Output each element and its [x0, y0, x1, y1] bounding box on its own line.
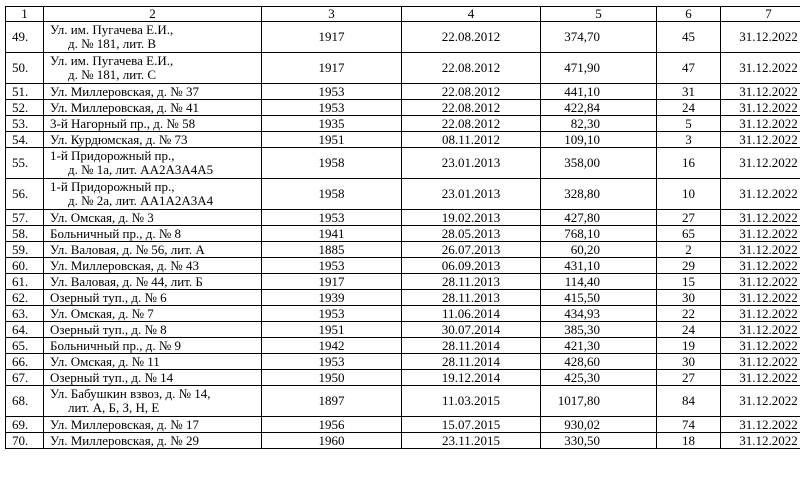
- address-line: Ул. Омская, д. № 11: [50, 353, 160, 369]
- row-number: 69.: [6, 417, 44, 433]
- address-line: Ул. Миллеровская, д. № 41: [50, 99, 199, 115]
- percent-cell: 15: [657, 274, 721, 290]
- end-date-cell: 31.12.2022: [721, 338, 800, 354]
- year-cell: 1917: [262, 22, 402, 53]
- address-cell: [44, 433, 262, 449]
- address-line: Ул. Валовая, д. № 56, лит. А: [50, 241, 205, 257]
- header-cell-2: 2: [44, 7, 262, 22]
- percent-cell: 24: [657, 322, 721, 338]
- year-cell: 1917: [262, 274, 402, 290]
- end-date-cell: 31.12.2022: [721, 53, 800, 84]
- address-cell: [44, 290, 262, 306]
- date-cell: 23.01.2013: [402, 179, 541, 210]
- area-cell: 422,84: [541, 100, 657, 116]
- end-date-cell: 31.12.2022: [721, 417, 800, 433]
- address-line: Ул. Валовая, д. № 44, лит. Б: [50, 273, 203, 289]
- table-row: [6, 306, 800, 322]
- row-number: 70.: [6, 433, 44, 449]
- percent-cell: 31: [657, 84, 721, 100]
- date-cell: 06.09.2013: [402, 258, 541, 274]
- year-cell: 1960: [262, 433, 402, 449]
- address-line: Озерный туп., д. № 14: [50, 369, 174, 385]
- address-cell: [44, 338, 262, 354]
- year-cell: 1941: [262, 226, 402, 242]
- row-number: 52.: [6, 100, 44, 116]
- date-cell: 28.11.2014: [402, 338, 541, 354]
- end-date-cell: 31.12.2022: [721, 22, 800, 53]
- end-date-cell: 31.12.2022: [721, 354, 800, 370]
- address-cell: [44, 148, 262, 179]
- area-cell: 328,80: [541, 179, 657, 210]
- date-cell: 30.07.2014: [402, 322, 541, 338]
- area-cell: 425,30: [541, 370, 657, 386]
- percent-cell: 5: [657, 116, 721, 132]
- date-cell: 19.12.2014: [402, 370, 541, 386]
- address-cell: [44, 210, 262, 226]
- row-number: 55.: [6, 148, 44, 179]
- address-cell: [44, 116, 262, 132]
- table-row: [6, 258, 800, 274]
- date-cell: 22.08.2012: [402, 22, 541, 53]
- area-cell: 471,90: [541, 53, 657, 84]
- address-line: 1-й Придорожный пр.,: [50, 148, 175, 163]
- address-line: Ул. Бабушкин взвоз, д. № 14,: [50, 386, 211, 401]
- year-cell: 1956: [262, 417, 402, 433]
- area-cell: 358,00: [541, 148, 657, 179]
- row-number: 56.: [6, 179, 44, 210]
- address-line: Озерный туп., д. № 8: [50, 321, 167, 337]
- table-row: [6, 179, 800, 210]
- date-cell: 11.03.2015: [402, 386, 541, 417]
- area-cell: 60,20: [541, 242, 657, 258]
- percent-cell: 16: [657, 148, 721, 179]
- address-cell: [44, 84, 262, 100]
- date-cell: 23.01.2013: [402, 148, 541, 179]
- date-cell: 22.08.2012: [402, 100, 541, 116]
- row-number: 63.: [6, 306, 44, 322]
- date-cell: 26.07.2013: [402, 242, 541, 258]
- table-row: [6, 417, 800, 433]
- table-row: [6, 116, 800, 132]
- address-line: Озерный туп., д. № 6: [50, 289, 167, 305]
- date-cell: 23.11.2015: [402, 433, 541, 449]
- address-line: Ул. им. Пугачева Е.И.,: [50, 53, 174, 68]
- address-line: д. № 181, лит. С: [68, 67, 157, 82]
- address-cell: [44, 306, 262, 322]
- table-row: [6, 242, 800, 258]
- percent-cell: 27: [657, 210, 721, 226]
- end-date-cell: 31.12.2022: [721, 100, 800, 116]
- buildings-table: [5, 6, 800, 449]
- date-cell: 28.11.2014: [402, 354, 541, 370]
- address-cell: [44, 100, 262, 116]
- date-cell: 08.11.2012: [402, 132, 541, 148]
- end-date-cell: 31.12.2022: [721, 322, 800, 338]
- header-cell-7: 7: [721, 7, 800, 22]
- row-number: 57.: [6, 210, 44, 226]
- area-cell: 114,40: [541, 274, 657, 290]
- year-cell: 1958: [262, 179, 402, 210]
- year-cell: 1953: [262, 210, 402, 226]
- year-cell: 1939: [262, 290, 402, 306]
- year-cell: 1950: [262, 370, 402, 386]
- address-line: Ул. Омская, д. № 7: [50, 305, 154, 321]
- table-row: [6, 433, 800, 449]
- end-date-cell: 31.12.2022: [721, 370, 800, 386]
- address-cell: [44, 132, 262, 148]
- date-cell: 19.02.2013: [402, 210, 541, 226]
- percent-cell: 29: [657, 258, 721, 274]
- year-cell: 1953: [262, 306, 402, 322]
- header-row: [6, 7, 800, 22]
- end-date-cell: 31.12.2022: [721, 433, 800, 449]
- year-cell: 1951: [262, 132, 402, 148]
- row-number: 65.: [6, 338, 44, 354]
- address-cell: [44, 386, 262, 417]
- percent-cell: 10: [657, 179, 721, 210]
- area-cell: 421,30: [541, 338, 657, 354]
- percent-cell: 47: [657, 53, 721, 84]
- row-number: 59.: [6, 242, 44, 258]
- percent-cell: 84: [657, 386, 721, 417]
- percent-cell: 3: [657, 132, 721, 148]
- area-cell: 428,60: [541, 354, 657, 370]
- address-line: Ул. Омская, д. № 3: [50, 209, 154, 225]
- address-cell: [44, 53, 262, 84]
- row-number: 68.: [6, 386, 44, 417]
- address-line: Ул. Курдюмская, д. № 73: [50, 131, 188, 147]
- area-cell: 930,02: [541, 417, 657, 433]
- address-cell: [44, 242, 262, 258]
- end-date-cell: 31.12.2022: [721, 242, 800, 258]
- row-number: 60.: [6, 258, 44, 274]
- header-cell-4: 4: [402, 7, 541, 22]
- percent-cell: 30: [657, 354, 721, 370]
- end-date-cell: 31.12.2022: [721, 258, 800, 274]
- year-cell: 1958: [262, 148, 402, 179]
- end-date-cell: 31.12.2022: [721, 290, 800, 306]
- address-line: д. № 181, лит. В: [68, 36, 157, 51]
- address-cell: [44, 417, 262, 433]
- address-line: Ул. Миллеровская, д. № 29: [50, 432, 199, 448]
- header-cell-1: 1: [6, 7, 44, 22]
- area-cell: 427,80: [541, 210, 657, 226]
- row-number: 66.: [6, 354, 44, 370]
- percent-cell: 19: [657, 338, 721, 354]
- end-date-cell: 31.12.2022: [721, 386, 800, 417]
- year-cell: 1953: [262, 100, 402, 116]
- address-line: Ул. Миллеровская, д. № 43: [50, 257, 199, 273]
- year-cell: 1917: [262, 53, 402, 84]
- address-line: 3-й Нагорный пр., д. № 58: [50, 115, 196, 131]
- area-cell: 431,10: [541, 258, 657, 274]
- year-cell: 1953: [262, 354, 402, 370]
- row-number: 53.: [6, 116, 44, 132]
- table-row: [6, 354, 800, 370]
- table-row: [6, 370, 800, 386]
- address-cell: [44, 258, 262, 274]
- end-date-cell: 31.12.2022: [721, 132, 800, 148]
- date-cell: 22.08.2012: [402, 84, 541, 100]
- row-number: 54.: [6, 132, 44, 148]
- table-row: [6, 274, 800, 290]
- header-cell-6: 6: [657, 7, 721, 22]
- end-date-cell: 31.12.2022: [721, 210, 800, 226]
- address-line: Ул. Миллеровская, д. № 17: [50, 416, 199, 432]
- row-number: 61.: [6, 274, 44, 290]
- address-line: лит. А, Б, З, Н, Е: [68, 400, 160, 415]
- year-cell: 1951: [262, 322, 402, 338]
- address-line: д. № 1а, лит. АА2А3А4А5: [68, 162, 214, 177]
- row-number: 62.: [6, 290, 44, 306]
- table-row: [6, 322, 800, 338]
- year-cell: 1953: [262, 258, 402, 274]
- area-cell: 441,10: [541, 84, 657, 100]
- row-number: 58.: [6, 226, 44, 242]
- percent-cell: 22: [657, 306, 721, 322]
- area-cell: 385,30: [541, 322, 657, 338]
- table-row: [6, 84, 800, 100]
- header-cell-3: 3: [262, 7, 402, 22]
- year-cell: 1942: [262, 338, 402, 354]
- address-cell: [44, 179, 262, 210]
- address-cell: [44, 22, 262, 53]
- date-cell: 22.08.2012: [402, 116, 541, 132]
- address-line: Ул. им. Пугачева Е.И.,: [50, 22, 174, 37]
- table-row: [6, 290, 800, 306]
- row-number: 51.: [6, 84, 44, 100]
- year-cell: 1897: [262, 386, 402, 417]
- table-row: [6, 100, 800, 116]
- address-line: Больничный пр., д. № 9: [50, 337, 182, 353]
- percent-cell: 27: [657, 370, 721, 386]
- date-cell: 11.06.2014: [402, 306, 541, 322]
- table-row: [6, 226, 800, 242]
- date-cell: 28.05.2013: [402, 226, 541, 242]
- header-cell-5: 5: [541, 7, 657, 22]
- area-cell: 434,93: [541, 306, 657, 322]
- address-cell: [44, 274, 262, 290]
- address-line: д. № 2а, лит. АА1А2А3А4: [68, 193, 214, 208]
- end-date-cell: 31.12.2022: [721, 148, 800, 179]
- table-row: [6, 386, 800, 417]
- percent-cell: 18: [657, 433, 721, 449]
- address-cell: [44, 226, 262, 242]
- address-cell: [44, 370, 262, 386]
- end-date-cell: 31.12.2022: [721, 116, 800, 132]
- table-body: [6, 7, 800, 449]
- percent-cell: 74: [657, 417, 721, 433]
- address-cell: [44, 354, 262, 370]
- year-cell: 1935: [262, 116, 402, 132]
- end-date-cell: 31.12.2022: [721, 179, 800, 210]
- year-cell: 1953: [262, 84, 402, 100]
- table-row: [6, 132, 800, 148]
- percent-cell: 65: [657, 226, 721, 242]
- area-cell: 82,30: [541, 116, 657, 132]
- row-number: 49.: [6, 22, 44, 53]
- percent-cell: 2: [657, 242, 721, 258]
- address-cell: [44, 322, 262, 338]
- table-row: [6, 22, 800, 53]
- percent-cell: 30: [657, 290, 721, 306]
- area-cell: 330,50: [541, 433, 657, 449]
- table-row: [6, 53, 800, 84]
- row-number: 50.: [6, 53, 44, 84]
- table-row: [6, 210, 800, 226]
- end-date-cell: 31.12.2022: [721, 226, 800, 242]
- area-cell: 415,50: [541, 290, 657, 306]
- area-cell: 374,70: [541, 22, 657, 53]
- date-cell: 28.11.2013: [402, 274, 541, 290]
- address-line: 1-й Придорожный пр.,: [50, 179, 175, 194]
- date-cell: 22.08.2012: [402, 53, 541, 84]
- table-row: [6, 148, 800, 179]
- row-number: 64.: [6, 322, 44, 338]
- address-line: Больничный пр., д. № 8: [50, 225, 182, 241]
- date-cell: 28.11.2013: [402, 290, 541, 306]
- percent-cell: 45: [657, 22, 721, 53]
- area-cell: 768,10: [541, 226, 657, 242]
- area-cell: 1017,80: [541, 386, 657, 417]
- table-row: [6, 338, 800, 354]
- end-date-cell: 31.12.2022: [721, 84, 800, 100]
- date-cell: 15.07.2015: [402, 417, 541, 433]
- year-cell: 1885: [262, 242, 402, 258]
- row-number: 67.: [6, 370, 44, 386]
- end-date-cell: 31.12.2022: [721, 274, 800, 290]
- percent-cell: 24: [657, 100, 721, 116]
- area-cell: 109,10: [541, 132, 657, 148]
- end-date-cell: 31.12.2022: [721, 306, 800, 322]
- address-line: Ул. Миллеровская, д. № 37: [50, 83, 199, 99]
